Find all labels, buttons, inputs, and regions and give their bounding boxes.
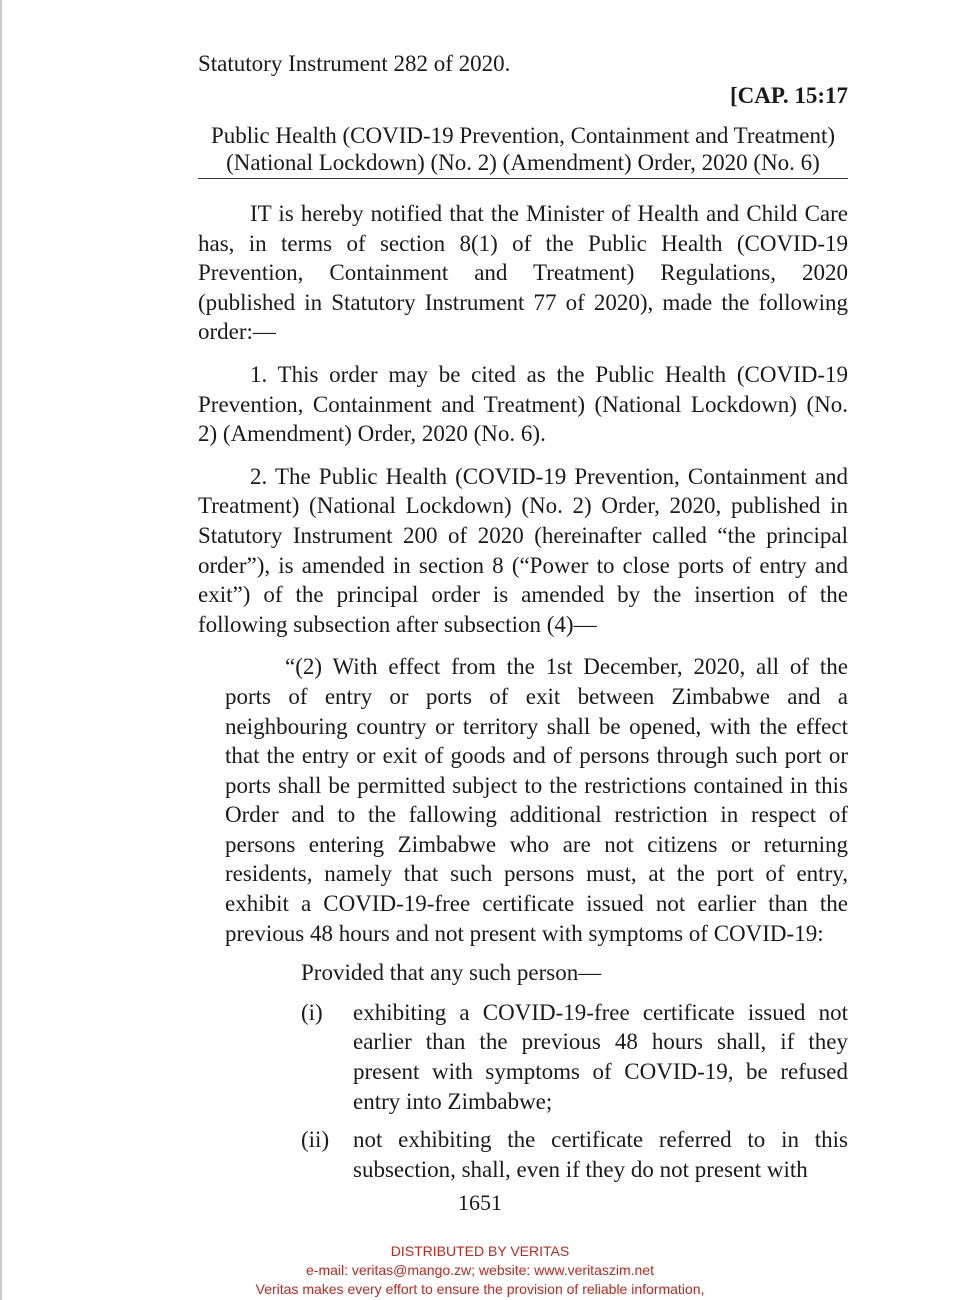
footer-disclaimer: Veritas makes every effort to ensure the provision of reliable information,: [255, 1281, 705, 1297]
proviso-item-number: (i): [301, 999, 323, 1025]
chapter-reference: [CAP. 15:17: [730, 83, 848, 108]
preamble-paragraph: IT is hereby notified that the Minister of Health and Child Care has, in terms of section 8(1) of the Public Health (COVID-19 Prevention, Containment and Treatment) Regulations, 2020 (published in Statutory Instrument 77 of 2020), made the following order:—: [198, 201, 848, 345]
order-title: [198, 122, 848, 179]
section-1-citation: 1. This order may be cited as the Public Health (COVID-19 Prevention, Containment and Treatment) (National Lockdown) (No. 2) (Amendment) Order, 2020 (No. 6).: [198, 361, 848, 447]
proviso-intro: Provided that any such person—: [301, 960, 602, 986]
distribution-footer: [0, 1242, 960, 1299]
section-2-amendment: 2. The Public Health (COVID-19 Prevention, Containment and Treatment) (National Lockdown) (No. 2) Order, 2020, published in Statutory Instrument 200 of 2020 (hereinafter called “the principal order”), is amended in section 8 (“Power to close ports of entry and exit”) of the principal order is amended by the insertion of the following subsection after subsection (4)—: [198, 463, 848, 637]
page-number: 1651: [458, 1190, 502, 1215]
footer-contact: e-mail: veritas@mango.zw; website: www.veritaszim.net: [306, 1262, 654, 1278]
proviso-item-text: exhibiting a COVID-19-free certificate issued not earlier than the previous 48 hours shall, if they present with symptoms of COVID-19, be refused entry into Zimbabwe;: [353, 999, 848, 1114]
document-page: [198, 48, 848, 1193]
footer-distributor: DISTRIBUTED BY VERITAS: [390, 1243, 570, 1259]
proviso-item-number: (ii): [301, 1127, 330, 1153]
proviso-item: [301, 1125, 848, 1184]
inserted-subsection: “(2) With effect from the 1st December, 2020, all of the ports of entry or ports of exit between Zimbabwe and a neighbouring country or territory shall be opened, with the effect that the entry or exit of goods and of persons through such port or ports shall be permitted subject to the restrictions contained in this Order and to the fallowing additional restriction in respect of persons entering Zimbabwe who are not citizens or returning residents, namely that such persons must, at the port of entry, exhibit a COVID-19-free certificate issued not earlier than the previous 48 hours and not present with symptoms of COVID-19:: [225, 654, 848, 946]
proviso-item-text: not exhibiting the certificate referred to in this subsection, shall, even if they do not present with: [353, 1127, 848, 1182]
statutory-instrument-number: Statutory Instrument 282 of 2020.: [198, 51, 511, 76]
page-edge: [0, 0, 2, 1300]
order-title-line-1: Public Health (COVID-19 Prevention, Containment and Treatment): [210, 123, 836, 148]
proviso-item: [301, 998, 848, 1116]
order-title-line-2: (National Lockdown) (No. 2) (Amendment) Order, 2020 (No. 6): [226, 150, 820, 175]
